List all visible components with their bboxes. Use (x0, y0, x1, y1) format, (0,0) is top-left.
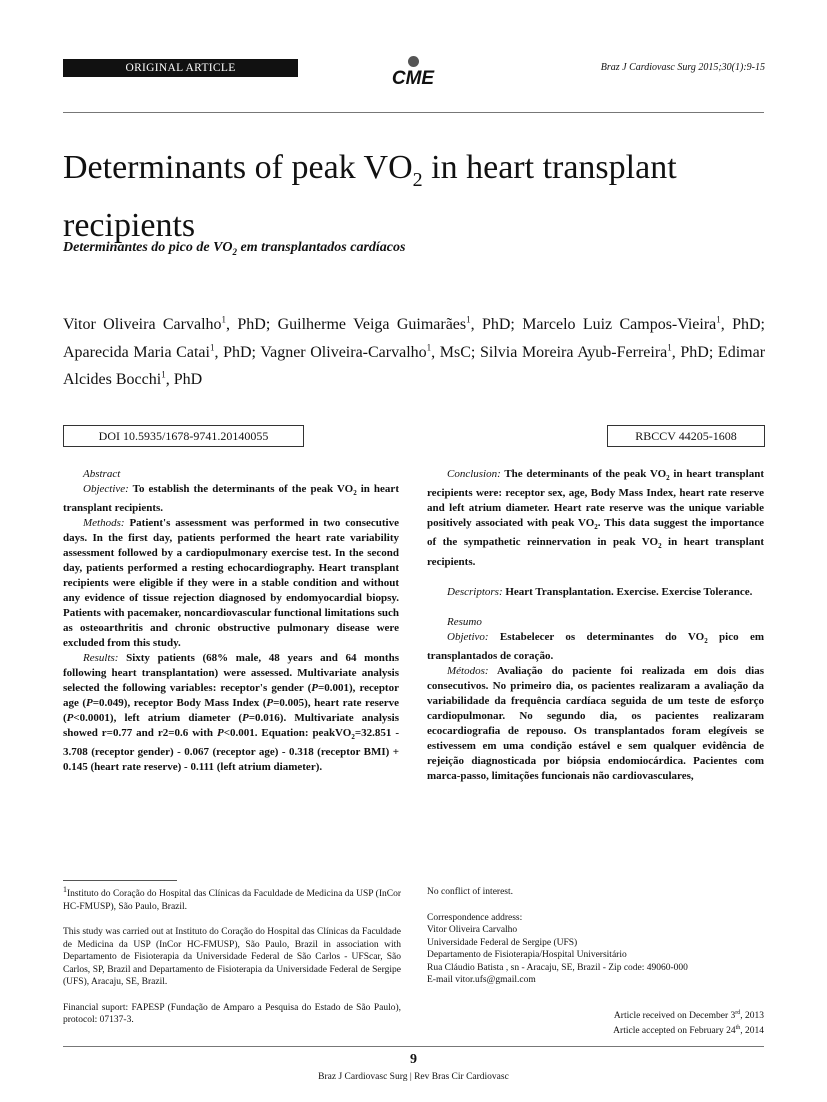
author: Edimar Alcides Bocchi$^1$, PhD (63, 343, 766, 388)
journal-citation: Braz J Cardiovasc Surg 2015;30(1):9-15 (600, 62, 765, 73)
header-divider (63, 112, 764, 113)
author: Aparecida Maria Catai$^1$, PhD; (63, 342, 261, 361)
footnote-divider (63, 880, 177, 881)
correspondence-line: Rua Cláudio Batista , sn - Aracaju, SE, Brazil - Zip code: 49060-000 (427, 962, 688, 973)
financial-support-note: Financial suport: FAPESP (Fundação de Amparo a Pesquisa do Estado de São Paulo), protocol: 07137-3. (63, 1002, 401, 1026)
correspondence-line: Departamento de Fisioterapia/Hospital Universitário (427, 950, 627, 960)
author: Guilherme Veiga Guimarães$^1$, PhD; (277, 315, 523, 334)
section-label: ORIGINAL ARTICLE (63, 59, 298, 77)
abstract-objective: Objective: To establish the determinants of the peak $VO_2$ in heart transplant recipients. (63, 483, 399, 515)
abstract-heading: Abstract (83, 468, 121, 480)
correspondence-email[interactable]: E-mail vitor.ufs@gmail.com (427, 975, 536, 985)
resumo-heading: Resumo (447, 615, 482, 628)
rbccv-box: RBCCV 44205-1608 (607, 425, 765, 447)
conflict-note: No conflict of interest. (427, 887, 514, 897)
abstract-conclusion: Conclusion: The determinants of the peak $VO_2$ in heart transplant recipients were: receptor sex, age, Body Mass Index, heart rate reserve and left atrium diameter. Heart rate reserve was the unique variable positively associated with peak $VO_2$. This data suggest the importance of the sympathetic reinnervation in peak $VO_2$ in heart transplant recipients. (427, 468, 764, 568)
footer-journal: Braz J Cardiovasc Surg | Rev Bras Cir Cardiovasc (318, 1072, 509, 1082)
author-list (63, 309, 765, 391)
correspondence-line: Vitor Oliveira Carvalho (427, 925, 518, 935)
author: Marcelo Luiz Campos-Vieira$^1$, PhD; (522, 315, 766, 334)
footer-divider (63, 1046, 764, 1047)
globe-icon (408, 56, 419, 67)
abstract-column (63, 467, 399, 775)
abstract-descriptors: Descriptors: Heart Transplantation. Exercise. Exercise Tolerance. (447, 585, 753, 598)
page-number: 9 (410, 1052, 417, 1067)
correspondence-label: Correspondence address: (427, 912, 523, 923)
cme-logo (383, 56, 443, 90)
correspondence-line: Universidade Federal de Sergipe (UFS) (427, 937, 578, 948)
received-date: Article received on December 3rd, 2013 (613, 1010, 764, 1022)
article-subtitle: Determinantes do pico de $VO_2$ em transplantados cardíacos (63, 240, 406, 257)
affiliation-note: $^1$Instituto do Coração do Hospital das Clínicas da Faculdade de Medicina da USP (InCor HC-FMUSP), São Paulo, Brazil. (63, 885, 401, 912)
footnotes-left (63, 884, 401, 1027)
study-location-note: This study was carried out at Instituto do Coração do Hospital das Clínicas da Faculdade de Medicina da USP (InCor HC-FMUSP), São Paulo, Brazil in association with Departamento de Fisioterapia da Universidade Federal de São Carlos - UFScar, São Carlos, SP, Brazil and Departamento de Fisioterapia da Universidade Federal de Sergipe (UFS), Aracaju, SE, Brazil. (63, 927, 401, 988)
resumo-objetivo: Objetivo: Estabelecer os determinantes do $VO_2$ pico em transplantados de coração. (427, 630, 764, 662)
doi-box: DOI 10.5935/1678-9741.20140055 (63, 425, 304, 447)
article-dates (613, 1007, 764, 1037)
author: Vagner Oliveira-Carvalho$^1$, MsC; (260, 342, 480, 361)
accepted-date: Article accepted on February 24th, 2014 (613, 1025, 764, 1037)
cme-logo-text: CME (391, 68, 435, 89)
resumo-metodos: Métodos: Avaliação do paciente foi realizada em dois dias consecutivos. No primeiro dia, os pacientes realizaram a avaliação da variabilidade da frequência cardíaca seguida de um teste de esforço cardiopulmonar. No segundo dia, os pacientes realizaram ecocardiografia de repouso. Os transplantados foram elegíveis se estivessem em uma condição estável e sem qualquer evidência de rejeição diagnosticada por biópsia endomiocárdica. Pacientes com marca-passo, limitações funcionais não cardiovasculares, (427, 664, 764, 782)
footnotes-right (427, 886, 764, 987)
abstract-column-right (427, 467, 764, 784)
abstract-methods: Methods: Patient's assessment was performed in two consecutive days. In the first day, patients performed the heart rate variability assessment followed by a cardiopulmonary exercise test. In the second day, patients performed a resting echocardiography. Heart transplant recipients were eligible if they were in a stable condition and without any evidence of tissue rejection diagnosed by endomyocardial biopsy. Patients with pacemaker, noncardiovascular functional limitations such as osteoarthritis and chronic obstructive pulmonary disease were excluded from this study. (63, 517, 399, 650)
article-title: Determinants of peak $VO_2$ in heart transplant recipients (63, 149, 677, 244)
author: Silvia Moreira Ayub-Ferreira$^1$, PhD; (479, 342, 718, 361)
author: Vitor Oliveira Carvalho$^1$, PhD; (63, 315, 278, 334)
abstract-results: Results: Sixty patients (68% male, 48 years and 64 months following heart transplantation) were assessed. Multivariate analysis selected the following variables: receptor's gender (P=0.001), receptor age (P=0.049), receptor Body Mass Index (P=0.005), heart rate reserve (P<0.0001), left atrium diameter (P=0.016). Multivariate analysis showed r=0.77 and r2=0.6 with P<0.001. Equation: peakVO$_2$=32.851 - 3.708 (receptor gender) - 0.067 (receptor age) - 0.318 (receptor BMI) + 0.145 (heart rate reserve) - 0.111 (left atrium diameter). (63, 652, 400, 774)
